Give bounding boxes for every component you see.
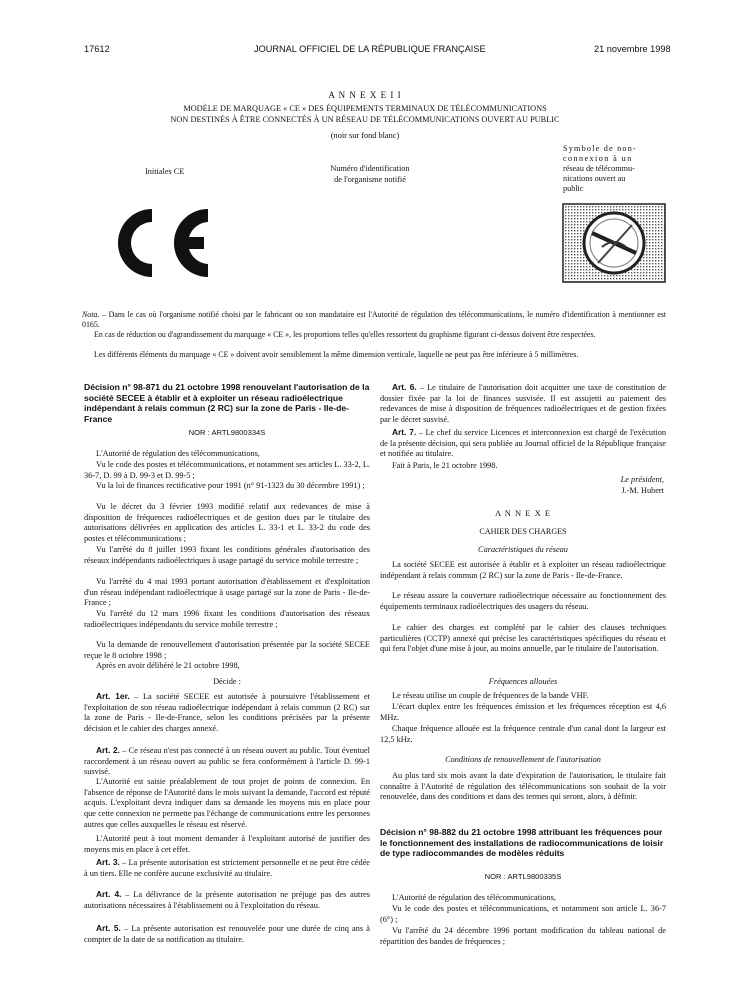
annexe-heading: A N N E X E	[494, 508, 552, 518]
right-paragraph-2: Le réseau assure la couverture radioélectrique nécessaire au fonctionnement des équipements terminaux radioélectriques des usagers du réseau.	[380, 591, 666, 611]
note-text-1: – Dans le cas où l'organisme notifié choisi par le fabricant ou son mandataire est l'Autorité de régulation des télécommunications, le numéro d'identification à mentionner est 0165.	[82, 310, 666, 329]
left-paragraph-2: Vu le code des postes et télécommunications, et notamment ses articles L. 33-2, L. 36-7, D. 99 à D. 99-3 et D. 99-5 ;	[84, 460, 370, 480]
journal-title: JOURNAL OFFICIEL DE LA RÉPUBLIQUE FRANÇAISE	[254, 44, 486, 54]
article-1-label: Art. 1er.	[96, 691, 130, 701]
left-paragraph-3: Vu la loi de finances rectificative pour 1991 (n° 91-1323 du 30 décembre 1991) ;	[96, 481, 365, 490]
article-3-text: – La présente autorisation est strictement personnelle et ne peut être cédée à un tiers. Elle ne confère aucune exclusivité au titulaire.	[84, 858, 370, 878]
annex-subtitle: (noir sur fond blanc)	[330, 131, 400, 140]
section-characteristics: Caractéristiques du réseau	[478, 545, 568, 554]
note-label: Nota.	[82, 310, 100, 319]
president-label: Le président,	[620, 475, 664, 484]
cahier-des-charges-heading: CAHIER DES CHARGES	[479, 527, 567, 536]
article-2-paragraph-3: L'Autorité peut à tout moment demander à l'exploitant autorisé de justifier des moyens mis en place à cet effet.	[84, 834, 370, 854]
label-number-line2: de l'organisme notifié	[334, 174, 406, 184]
symbol-caption	[563, 144, 666, 194]
symbol-caption-line3: réseau de télécommu-	[563, 164, 635, 173]
article-1-text: – La société SECEE est autorisée à poursuivre l'établissement et l'exploitation de son réseau radioélectrique indépendant à relais commun (2 RC) sur la zone de Paris - Ile-de-France, selon les conditions précisées par la présente décision et le cahier des charges annexé.	[84, 692, 370, 734]
left-paragraph-9: Après en avoir délibéré le 21 octobre 1998,	[96, 661, 240, 670]
right-paragraph-4: Le réseau utilise un couple de fréquences de la bande VHF.	[392, 691, 589, 700]
article-6-text: – Le titulaire de l'autorisation doit acquitter une taxe de constitution de dossier fixée par la loi de finances susvisée. Il est assujetti au paiement des redevances de mise à disposition de fréquences radioélectriques et de gestion fixées par le décret susvisé.	[380, 383, 666, 425]
article-4-label: Art. 4.	[96, 889, 122, 899]
right-paragraph-10: Vu l'arrêté du 24 décembre 1996 portant modification du tableau national de répartition des bandes de fréquences ;	[380, 926, 666, 946]
right-paragraph-5: L'écart duplex entre les fréquences émission et les fréquences réception est 4,6 MHz.	[380, 702, 666, 722]
article-6	[380, 382, 666, 426]
left-paragraph-8: Vu la demande de renouvellement d'autorisation présentée par la société SECEE reçue le 8 octobre 1998 ;	[84, 640, 370, 660]
article-7-text: – Le chef du service Licences et interconnexion est chargé de l'exécution de la présente décision, qui sera publiée au Journal officiel de la République française et notifiée au titulaire.	[380, 428, 666, 459]
article-5-label: Art. 5.	[96, 923, 121, 933]
decide-heading: Décide :	[213, 677, 241, 686]
article-3-label: Art. 3.	[96, 857, 120, 867]
right-paragraph-9: Vu le code des postes et télécommunications, et notamment son article L. 36-7 (6°) ;	[380, 904, 666, 924]
article-5-text: – La présente autorisation est renouvelée pour une durée de cinq ans à compter de la date de sa notification au titulaire.	[84, 924, 370, 944]
annex-title-line1: MODÈLE DE MARQUAGE « CE » DES ÉQUIPEMENTS TERMINAUX DE TÉLÉCOMMUNICATIONS	[183, 104, 547, 113]
symbol-caption-line5: public	[563, 184, 584, 193]
left-paragraph-6: Vu l'arrêté du 4 mai 1993 portant autorisation d'établissement et d'exploitation d'un réseau indépendant radioélectrique à usage partagé sur la zone de Paris - Ile-de-France ;	[84, 577, 370, 608]
right-paragraph-6: Chaque fréquence allouée est la fréquence centrale d'un canal dont la largeur est 12,5 kHz.	[380, 724, 666, 744]
issue-date: 21 novembre 1998	[594, 44, 671, 54]
article-2-paragraph-2: L'Autorité est saisie préalablement de tout projet de points de connexion. En l'absence de réponse de l'Autorité dans le mois suivant la demande, l'accord est réputé acquis. L'exploitant devra indiquer dans sa demande les moyens mis en place pour que cette connexion ne permette pas l'échange de communications entre les personnes autres que celles auxquelles le réseau est réservé.	[84, 777, 370, 829]
article-2-label: Art. 2.	[96, 745, 120, 755]
done-at-paris: Fait à Paris, le 21 octobre 1998.	[392, 461, 498, 470]
article-7-label: Art. 7.	[392, 427, 417, 437]
article-2-text: – Ce réseau n'est pas connecté à un réseau ouvert au public. Tout éventuel raccordement à un réseau ouvert au public se fera conformément à l'article D. 99-1 susvisé.	[84, 746, 370, 777]
label-initials: Initiales CE	[145, 167, 185, 176]
article-6-label: Art. 6.	[392, 382, 417, 392]
annex-title-line2: NON DESTINÉS À ÊTRE CONNECTÉS À UN RÉSEAU DE TÉLÉCOMMUNICATIONS OUVERT AU PUBLIC	[170, 115, 560, 124]
article-4-text: – La délivrance de la présente autorisation ne préjuge pas des autres autorisations nécessaires à l'établissement ou à l'exploitation du réseau.	[84, 890, 370, 910]
decision-98-871-title: Décision n° 98-871 du 21 octobre 1998 renouvelant l'autorisation de la société SECEE à établir et à exploiter un réseau radioélectrique indépendant à relais commun (2 RC) sur la zone de Paris - Ile-de-France	[84, 382, 370, 424]
symbol-caption-line2: connexion à un	[563, 154, 633, 163]
non-connection-symbol-icon	[562, 203, 666, 283]
ce-marking-logo	[104, 203, 214, 283]
decision-98-882-title: Décision n° 98-882 du 21 octobre 1998 attribuant les fréquences pour le fonctionnement des installations de radiocommunications de loisir de type radiocommandes de modèles réduits	[380, 827, 664, 858]
article-4	[84, 889, 370, 911]
article-7	[380, 427, 666, 460]
signature: J.-M. Hubert	[621, 486, 664, 495]
note-paragraph-1	[82, 310, 666, 330]
right-paragraph-8: L'Autorité de régulation des télécommunications,	[392, 893, 556, 902]
right-paragraph-7: Au plus tard six mois avant la date d'expiration de l'autorisation, le titulaire fait connaître à l'Autorité de régulation des télécommunications son souhait de la voir renouvelée, dans des conditions et dans des termes qui seront, alors, à définir.	[380, 771, 666, 802]
note-paragraph-3: Les différents éléments du marquage « CE » doivent avoir sensiblement la même dimension verticale, laquelle ne peut pas être inférieure à 5 millimètres.	[94, 350, 579, 359]
section-frequencies: Fréquences allouées	[488, 677, 558, 686]
note-paragraph-2: En cas de réduction ou d'agrandissement du marquage « CE », les proportions telles qu'elles ressortent du graphisme figurant ci-dessus doivent être respectées.	[94, 330, 596, 339]
left-paragraph-7: Vu l'arrêté du 12 mars 1996 fixant les conditions d'autorisation des réseaux radioélectriques indépendants du service mobile terrestre ;	[84, 609, 370, 629]
left-paragraph-1: L'Autorité de régulation des télécommunications,	[96, 449, 260, 458]
left-paragraph-5: Vu l'arrêté du 8 juillet 1993 fixant les conditions générales d'autorisation des réseaux indépendants radioélectriques à usage partagé du service mobile terrestre ;	[84, 545, 370, 565]
annex-heading: A N N E X E I I	[328, 90, 402, 100]
article-3	[84, 857, 370, 879]
decision-98-882-nor: NOR : ARTL9800335S	[484, 872, 562, 881]
right-paragraph-3: Le cahier des charges est complété par le cahier des clauses techniques particulières (CCTP) annexé qui précise les caractéristiques spécifiques du réseau et qui fera l'objet d'une mise à jour, au moins annuelle, par le titulaire de l'autorisation.	[380, 623, 666, 654]
left-paragraph-4: Vu le décret du 3 février 1993 modifié relatif aux redevances de mise à disposition de fréquences radioélectriques et de gestion dues par le titulaire des autorisations délivrées en application des articles L. 33-1 et L. 33-2 du code des postes et télécommunications ;	[84, 502, 370, 544]
label-identification-number	[305, 164, 435, 185]
symbol-caption-line4: nications ouvert au	[563, 174, 626, 183]
section-renewal: Conditions de renouvellement de l'autorisation	[445, 755, 601, 764]
decision-98-871-nor: NOR : ARTL9800334S	[188, 428, 266, 437]
article-1	[84, 691, 370, 735]
article-2	[84, 745, 370, 778]
label-number-line1: Numéro d'identification	[330, 164, 410, 173]
page-number: 17612	[84, 44, 110, 54]
right-paragraph-1: La société SECEE est autorisée à établir et à exploiter un réseau radioélectrique indépendant à relais commun (2 RC) sur la zone de Paris - Ile-de-France.	[380, 560, 666, 580]
symbol-caption-line1: Symbole de non-	[563, 144, 637, 153]
article-5	[84, 923, 370, 945]
